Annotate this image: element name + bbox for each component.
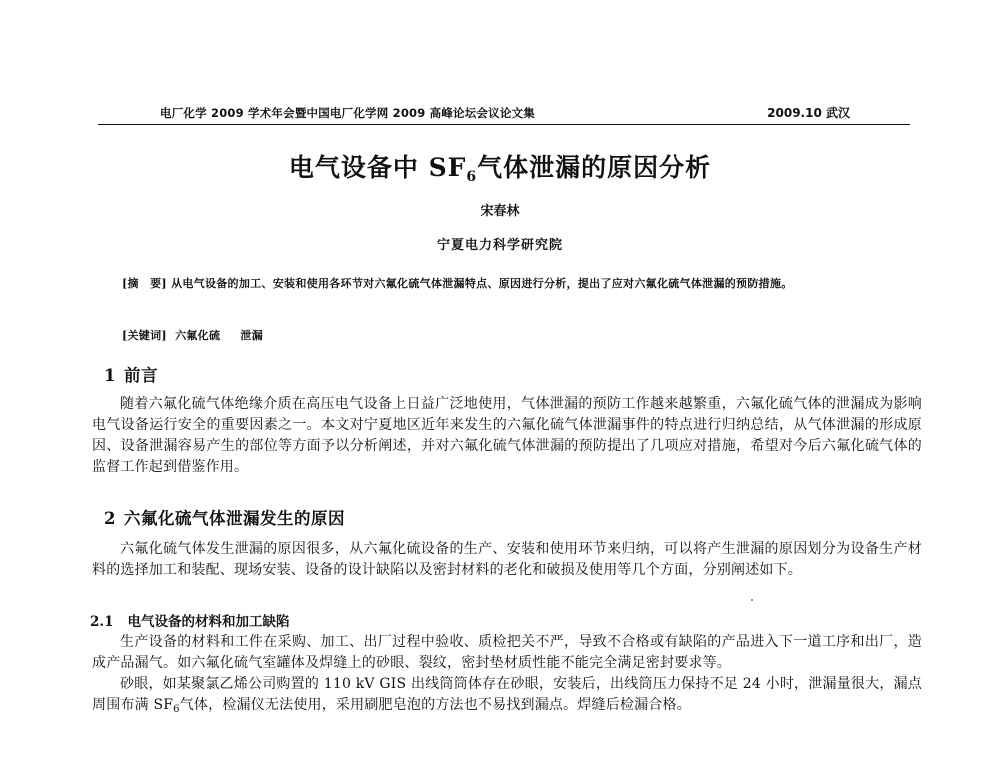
keywords: [122, 327, 275, 343]
section-1-body: [92, 394, 922, 478]
section-heading-2: [104, 505, 345, 529]
paragraph: [92, 674, 922, 720]
abstract-label: [摘 要]: [122, 277, 167, 290]
subscript: 6: [173, 704, 180, 715]
subsection-title: 电气设备的材料和加工缺陷: [127, 614, 290, 630]
paragraph-text: 砂眼，如某聚氯乙烯公司购置的 110 kV GIS 出线筒筒体存在砂眼，安装后，出线筒压力保持不足 24 小时，泄漏量很大，漏点周围布满 SF: [92, 676, 922, 713]
section-number: 2: [104, 509, 116, 528]
abstract: [92, 274, 920, 293]
scan-speck: [751, 599, 753, 601]
title-subscript: 6: [466, 169, 478, 185]
author-name: 宋春林: [480, 204, 520, 219]
paragraph-text: 气体，检漏仪无法使用，采用刷肥皂泡的方法也不易找到漏点。焊缝后检漏合格。: [179, 697, 691, 713]
paragraph: 六氟化硫气体发生泄漏的原因很多，从六氟化硫设备的生产、安装和使用环节来归纳，可以将产生泄漏的原因划分为设备生产材料的选择加工和装配、现场安装、设备的设计缺陷以及密封材料的老化和破损及使用等几个方面，分别阐述如下。: [92, 541, 922, 578]
title-text-post: 气体泄漏的原因分析: [477, 153, 712, 182]
subsection-number: 2.1: [90, 614, 114, 630]
paper-title: [0, 148, 1000, 185]
paragraph: 生产设备的材料和工件在采购、加工、出厂过程中验收、质检把关不严，导致不合格或有缺陷的产品进入下一道工序和出厂，造成产品漏气。如六氟化硫气室罐体及焊缝上的砂眼、裂纹，密封垫材质性能不能完全满足密封要求等。: [92, 634, 922, 671]
running-header-title: 电厂化学 2009 学术年会暨中国电厂化学网 2009 高峰论坛会议论文集: [160, 106, 535, 120]
keyword-item: 六氟化硫: [175, 329, 221, 342]
section-2-body: [92, 539, 922, 581]
header-rule: [98, 124, 910, 125]
paragraph: 随着六氟化硫气体绝缘介质在高压电气设备上日益广泛地使用，气体泄漏的预防工作越来越繁重，六氟化硫气体的泄漏成为影响电气设备运行安全的重要因素之一。本文对宁夏地区近年来发生的六氟化硫气体泄漏事件的特点进行归纳总结，从气体泄漏的形成原因、设备泄漏容易产生的部位等方面予以分析阐述，并对六氟化硫气体泄漏的预防提出了几项应对措施，希望对今后六氟化硫气体的监督工作起到借鉴作用。: [92, 396, 922, 475]
running-header: [98, 101, 910, 123]
subsection-2-1-body: [92, 632, 922, 720]
title-text-pre: 电气设备中 SF: [288, 153, 467, 182]
section-heading-1: [104, 362, 158, 386]
section-title: 六氟化硫气体泄漏发生的原因: [123, 509, 345, 528]
author-affiliation: 宁夏电力科学研究院: [436, 238, 563, 253]
keyword-item: 泄漏: [240, 329, 264, 342]
abstract-text: 从电气设备的加工、安装和使用各环节对六氟化硫气体泄漏特点、原因进行分析，提出了应对六氟化硫气体泄漏的预防措施。: [171, 277, 793, 290]
section-title: 前言: [123, 366, 158, 385]
keywords-label: [关键词]: [122, 329, 167, 342]
section-number: 1: [104, 366, 116, 385]
running-header-date: 2009.10 武汉: [767, 106, 850, 120]
subsection-heading-2-1: [90, 610, 290, 630]
